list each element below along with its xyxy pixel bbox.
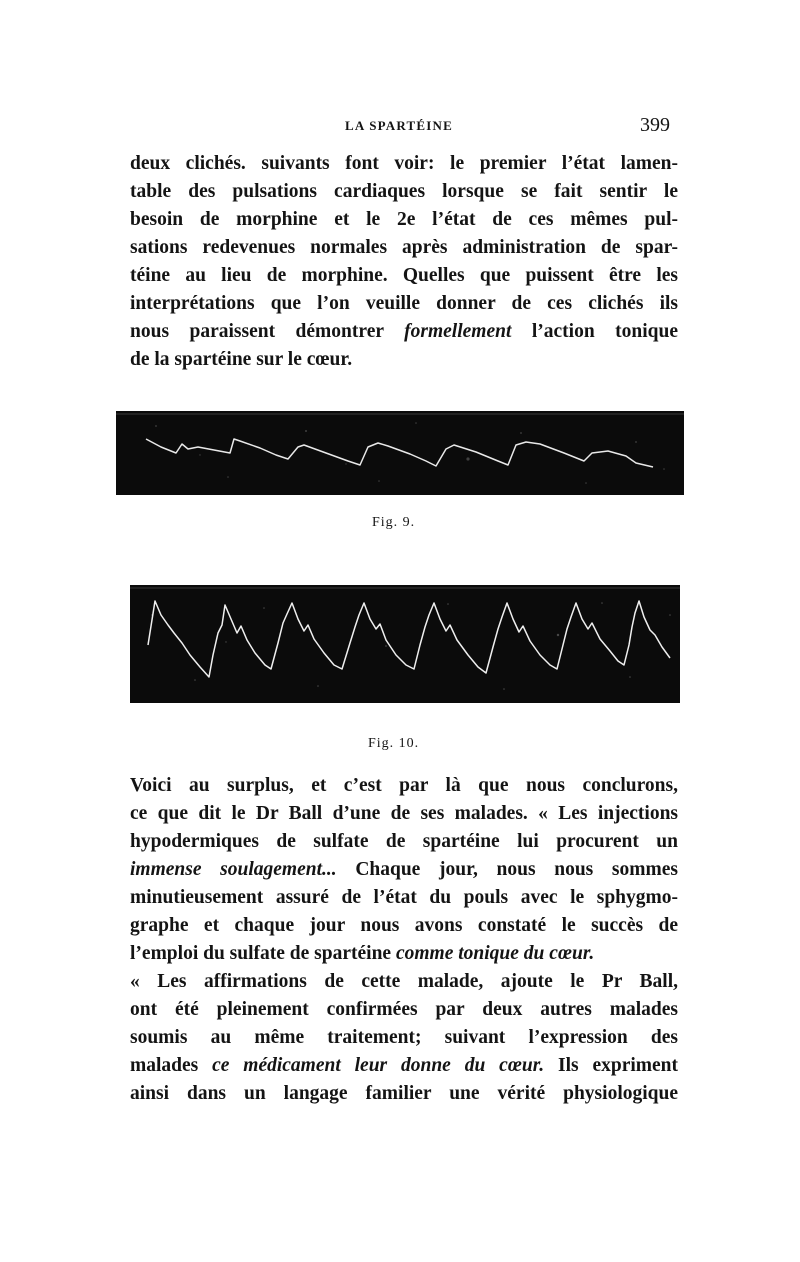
running-title: LA SPARTÉINE — [345, 118, 453, 133]
text-line: besoin de morphine et le 2e l’état de ces mêmes pul- — [130, 209, 678, 230]
text-span: l’emploi du sulfate de spartéine — [130, 943, 396, 964]
running-head — [0, 116, 800, 140]
page-number: 399 — [640, 114, 670, 136]
text-line — [130, 318, 678, 346]
text-line: ont été pleinement confirmées par deux autres malades — [130, 999, 678, 1020]
text-line: deux clichés. suivants font voir: le premier l’état lamen- — [130, 153, 678, 174]
text-line — [130, 1052, 678, 1080]
text-line — [130, 940, 678, 968]
figure-10-caption: Fig. 10. — [368, 736, 420, 751]
italic-span: comme tonique du cœur. — [395, 943, 595, 964]
paragraph-1 — [130, 150, 678, 374]
paragraph-2 — [130, 772, 678, 1108]
text-line — [130, 856, 678, 884]
text-line: de la spartéine sur le cœur. — [130, 349, 353, 370]
text-line: minutieusement assuré de l’état du pouls avec le sphygmo- — [130, 887, 678, 908]
text-line: Voici au surplus, et c’est par là que nous conclurons, — [130, 775, 678, 796]
text-span: malades — [130, 1055, 213, 1076]
text-span: Ils expriment — [544, 1055, 678, 1076]
text-span: Chaque jour, nous nous sommes — [336, 859, 678, 880]
italic-span: ce médicament leur donne du cœur. — [212, 1055, 545, 1076]
text-line: hypodermiques de sulfate de spartéine lui procurent un — [130, 831, 678, 852]
text-line: ainsi dans un langage familier une vérité physiologique — [130, 1083, 678, 1104]
text-line: téine au lieu de morphine. Quelles que puissent être les — [130, 265, 678, 286]
text-span: l’action tonique — [531, 321, 679, 342]
text-span: nous paraissent démontrer — [130, 321, 384, 342]
figure-9-caption: Fig. 9. — [372, 515, 416, 530]
sphygmogram-figure-9 — [116, 411, 684, 495]
text-line: ce que dit le Dr Ball d’une de ses malades. « Les injections — [130, 803, 678, 824]
text-line: « Les affirmations de cette malade, ajoute le Pr Ball, — [130, 971, 678, 992]
italic-span: immense soulagement... — [130, 859, 337, 880]
text-line: soumis au même traitement; suivant l’expression des — [130, 1027, 678, 1048]
text-line: graphe et chaque jour nous avons constaté le succès de — [130, 915, 678, 936]
text-line: interprétations que l’on veuille donner de ces clichés ils — [130, 293, 678, 314]
text-line: sations redevenues normales après administration de spar- — [130, 237, 678, 258]
text-line: table des pulsations cardiaques lorsque se fait sentir le — [130, 181, 678, 202]
sphygmogram-figure-10 — [130, 585, 680, 703]
italic-span: formellement — [404, 321, 512, 342]
